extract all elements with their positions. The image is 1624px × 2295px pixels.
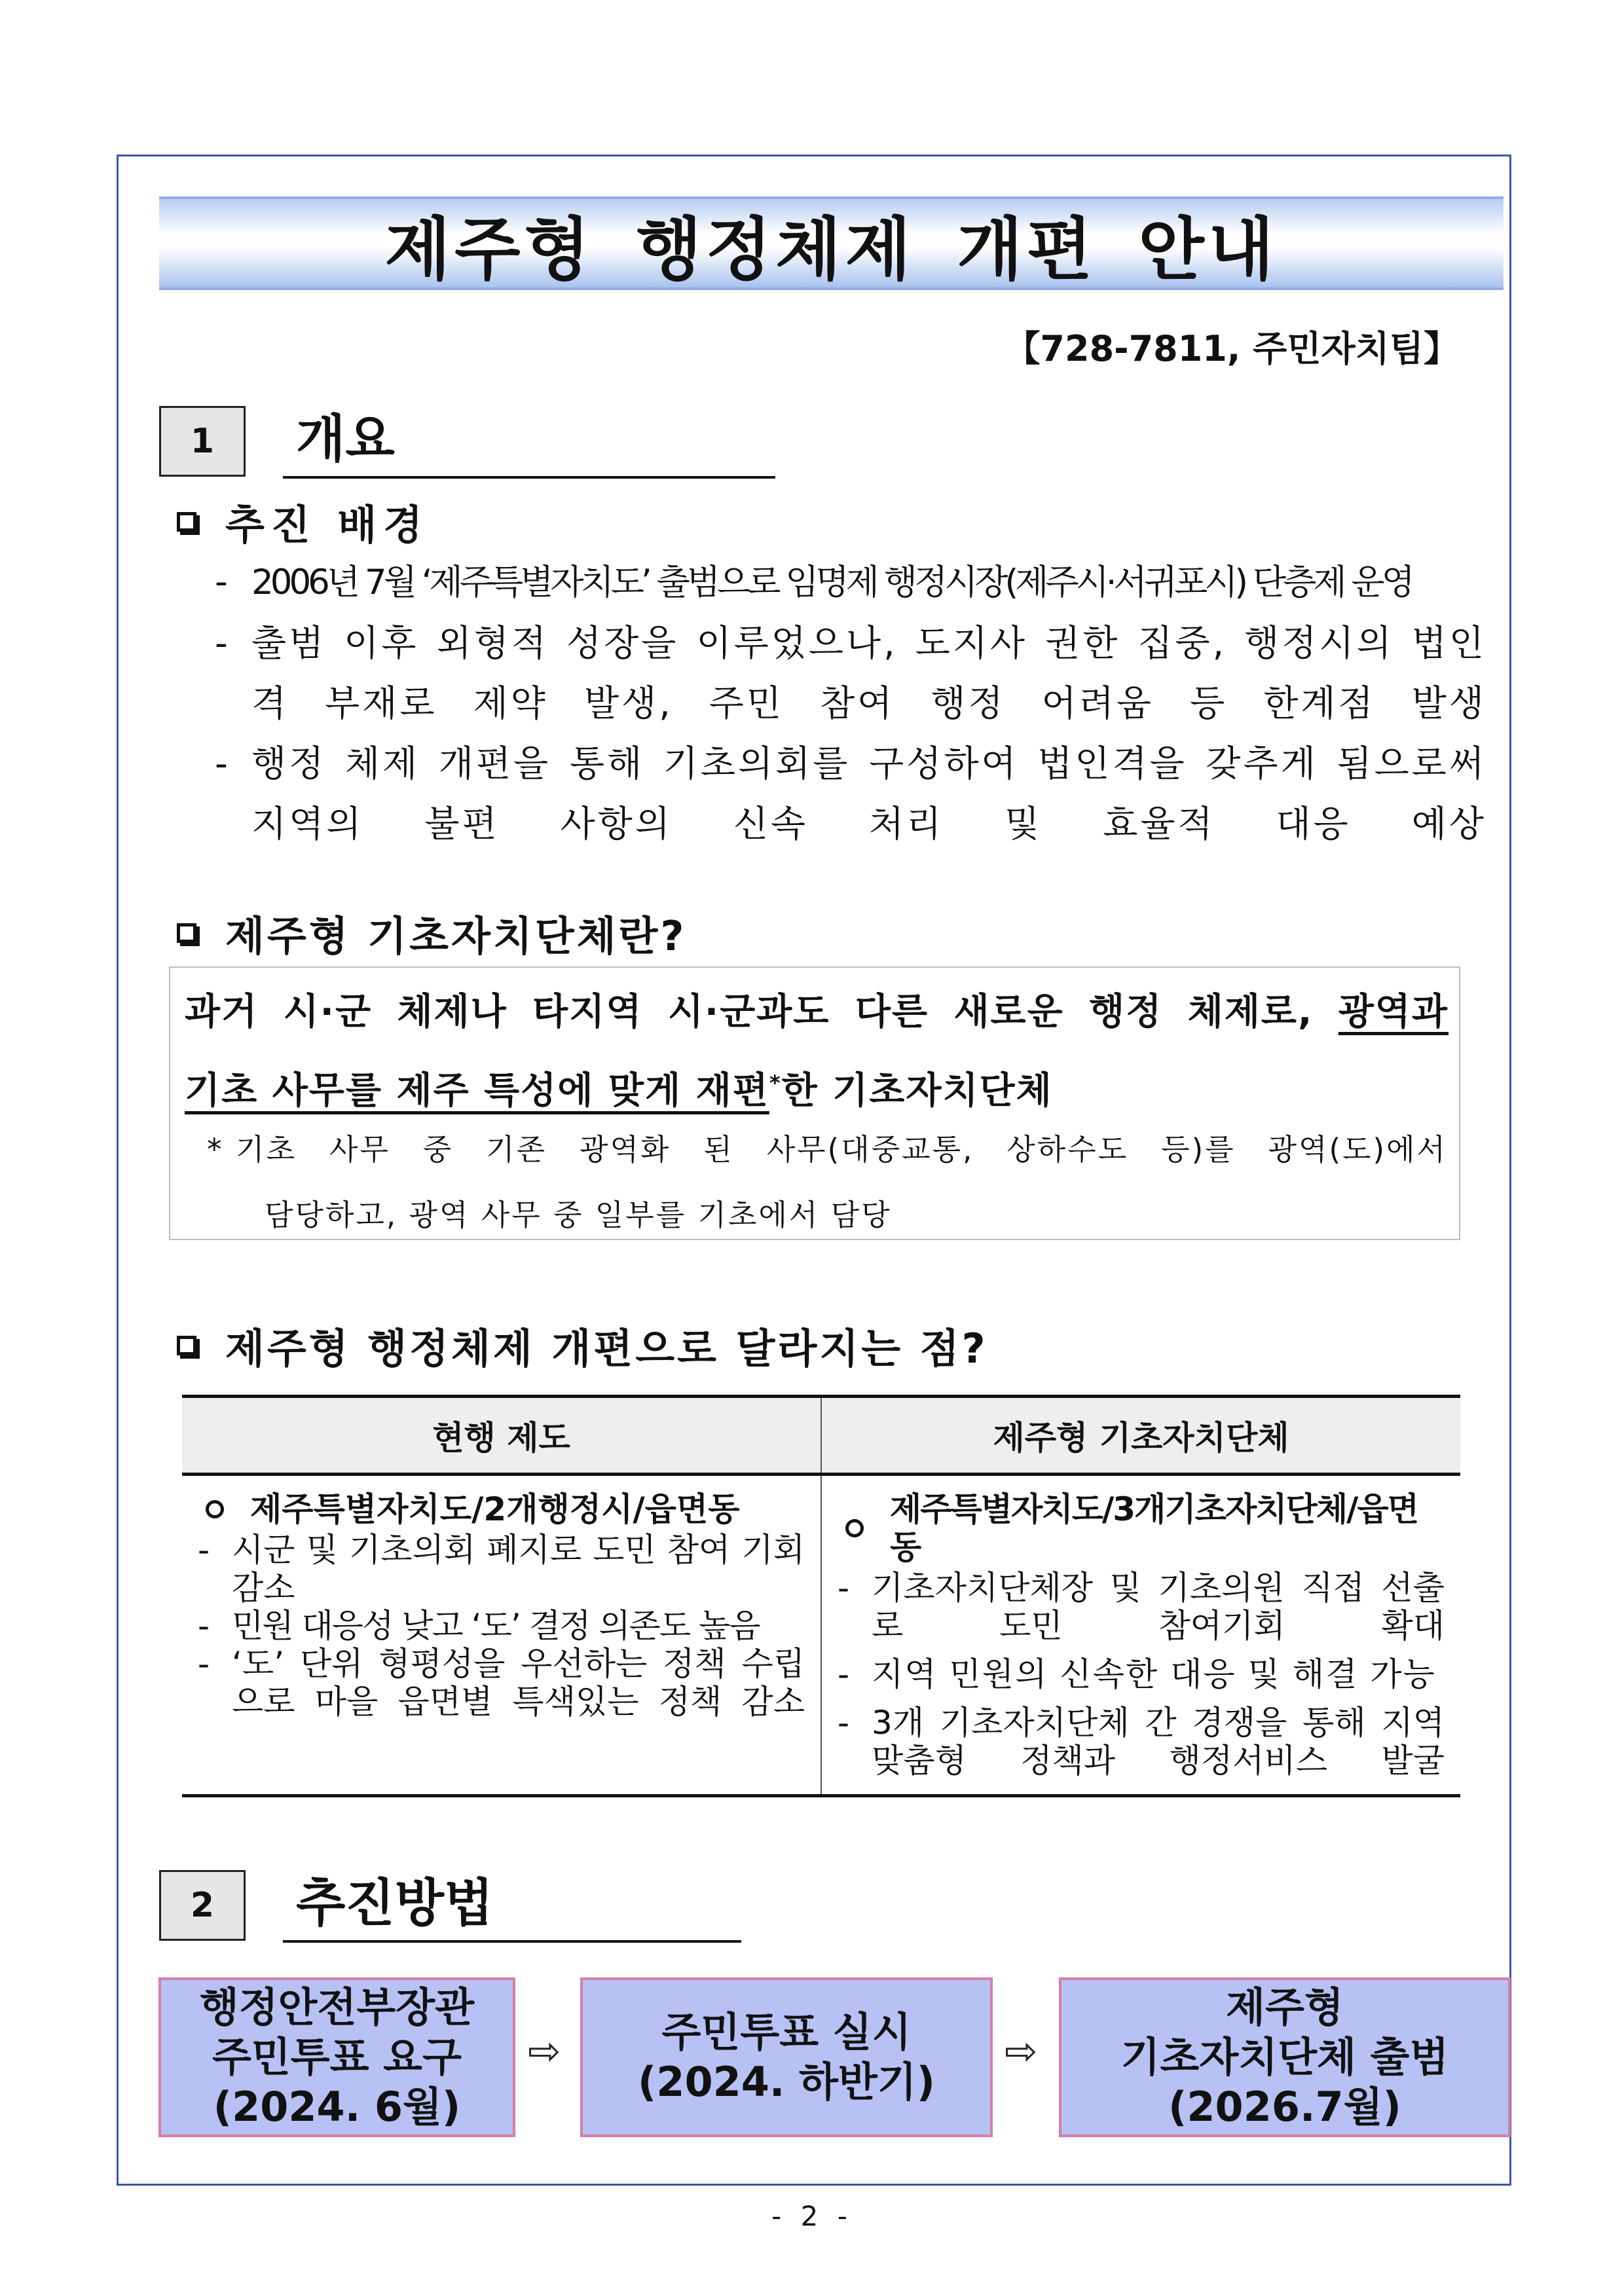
comparison-table xyxy=(182,1395,1460,1797)
section-2-title: 추진방법 xyxy=(283,1862,741,1943)
changes-heading-text: 제주형 행정체제 개편으로 달라지는 점? xyxy=(225,1325,988,1372)
section-2-number: 2 xyxy=(159,1870,246,1941)
step-box: 행정안전부장관 주민투표 요구 (2024. 6월) xyxy=(158,1977,515,2137)
new-system-cell: 제주특별자치도/3개기초자치단체/읍면동 - 기초자치단체장 및 기초의원 직접 선출로 도민 참여기회 확대 - 지역 민원의 신속한 대응 및 해결 가능 - 3개 기초자치단체 간 경쟁을 통해 지역 맞춤형 정책과 행정서비스 발굴 xyxy=(821,1475,1460,1796)
list-item: - 2006년 7월 ‘제주특별자치도’ 출범으로 임명제 행정시장(제주시·서귀포시) 단층제 운영 xyxy=(215,560,1412,602)
list-item: - 3개 기초자치단체 간 경쟁을 통해 지역 맞춤형 정책과 행정서비스 발굴 xyxy=(838,1704,1445,1780)
square-checkbox-icon xyxy=(177,1336,196,1355)
definition-heading xyxy=(177,904,686,962)
table-header-current: 현행 제도 xyxy=(182,1397,821,1475)
background-heading-text: 추진 배경 xyxy=(225,501,430,549)
section-1-number: 1 xyxy=(159,406,246,477)
step-box: 제주형 기초자치단체 출범 (2026.7월) xyxy=(1059,1977,1511,2137)
page-title: 제주형 행정체제 개편 안내 xyxy=(384,209,1278,289)
list-item: - 행정 체제 개편을 통해 기초의회를 구성하여 법인격을 갖추게 됨으로써 지역의 불편 사항의 신속 처리 및 효율적 대응 예상 xyxy=(215,743,1486,845)
list-item: - ‘도’ 단위 형평성을 우선하는 정책 수립으로 마을 읍면별 특색있는 정책 감소 xyxy=(198,1645,805,1721)
definition-note: * 기초 사무 중 기존 광역화 된 사무(대중교통, 상하수도 등)를 광역(도)에서 담당하고, 광역 사무 중 일부를 기초에서 담당 xyxy=(207,1132,1447,1232)
table-header-new: 제주형 기초자치단체 xyxy=(821,1397,1460,1475)
arrow-right-icon: ⇨ xyxy=(1005,2029,1038,2074)
hollow-circle-icon xyxy=(206,1500,224,1518)
list-item: - 시군 및 기초의회 폐지로 도민 참여 기회 감소 xyxy=(198,1531,805,1607)
definition-heading-text: 제주형 기초자치단체란? xyxy=(225,912,687,960)
list-item: - 출범 이후 외형적 성장을 이루었으나, 도지사 권한 집중, 행정시의 법인격 부재로 제약 발생, 주민 참여 행정 어려움 등 한계점 발생 xyxy=(215,622,1486,724)
contact-info: 【728-7811, 주민자치팀】 xyxy=(1005,328,1459,369)
definition-text: 과거 시·군 체제나 타지역 시·군과도 다른 새로운 행정 체제로, 광역과 기초 사무를 제주 특성에 맞게 재편*한 기초자치단체 xyxy=(185,991,1449,1112)
section-1-title: 개요 xyxy=(283,398,775,479)
square-checkbox-icon xyxy=(177,512,196,532)
table-row xyxy=(182,1475,1460,1796)
arrow-right-icon: ⇨ xyxy=(528,2029,561,2074)
background-heading xyxy=(177,492,429,551)
list-item: - 지역 민원의 신속한 대응 및 해결 가능 xyxy=(838,1655,1436,1693)
current-system-cell: 제주특별자치도/2개행정시/읍면동 - 시군 및 기초의회 폐지로 도민 참여 기회 감소 - 민원 대응성 낮고 ‘도’ 결정 의존도 높음 - ‘도’ 단위 형평성을 우선하는 정책 수립으로 마을 읍면별 특색있는 정책 감소 xyxy=(182,1475,821,1796)
background-list xyxy=(210,551,1486,854)
step-box: 주민투표 실시 (2024. 하반기) xyxy=(580,1977,993,2137)
hollow-circle-icon xyxy=(845,1519,864,1537)
title-banner xyxy=(159,196,1504,290)
changes-heading xyxy=(177,1316,988,1374)
definition-box xyxy=(169,966,1460,1240)
list-item: - 기초자치단체장 및 기초의원 직접 선출로 도민 참여기회 확대 xyxy=(838,1569,1445,1645)
page-number: - 2 - xyxy=(771,2200,853,2232)
square-checkbox-icon xyxy=(177,923,196,943)
list-item: - 민원 대응성 낮고 ‘도’ 결정 의존도 높음 xyxy=(198,1607,760,1645)
